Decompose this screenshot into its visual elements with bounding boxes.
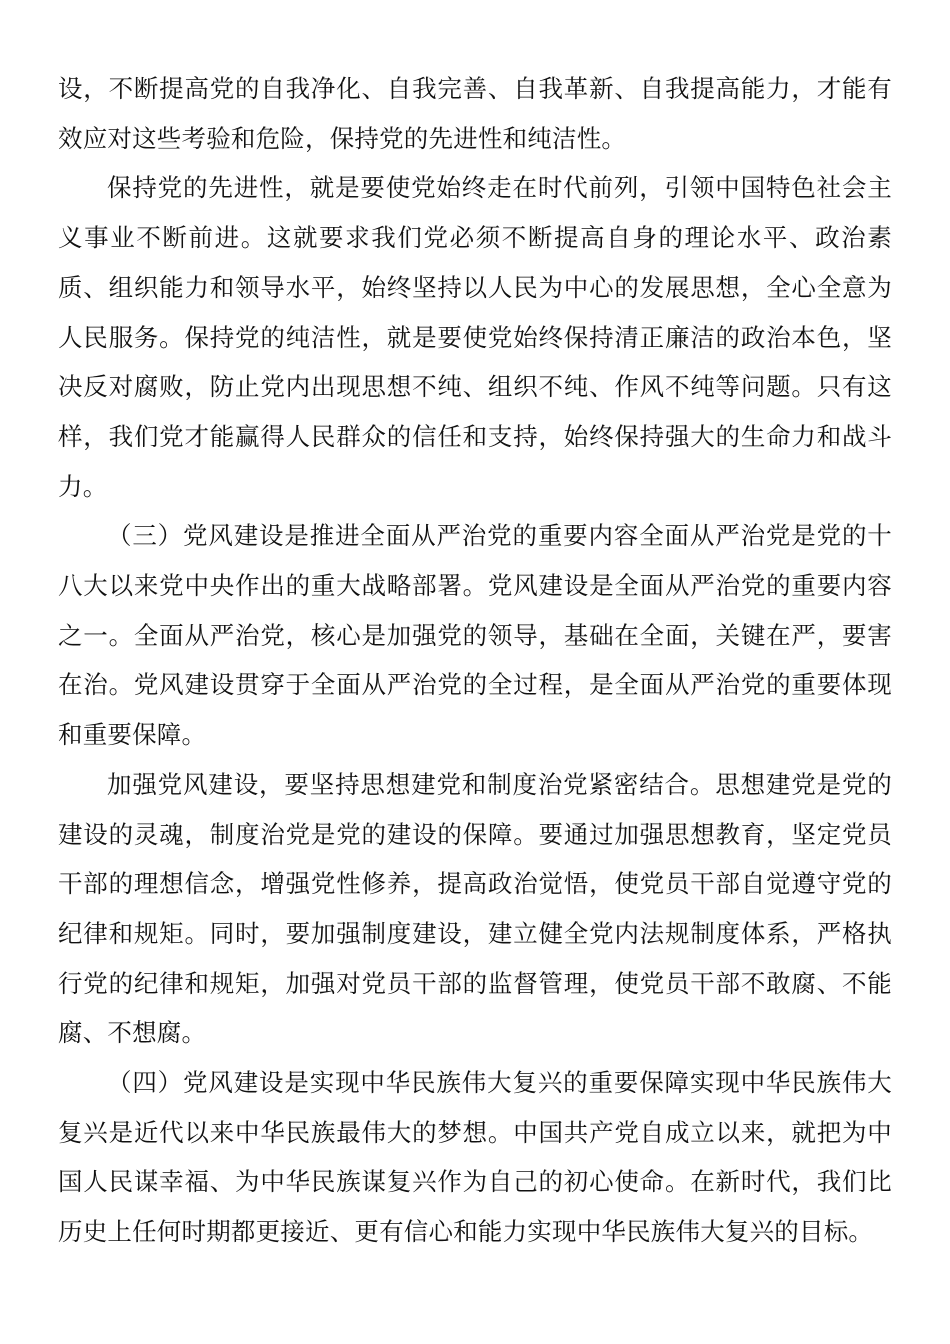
document-body bbox=[58, 64, 892, 1257]
paragraph-continuation: 设，不断提高党的自我净化、自我完善、自我革新、自我提高能力，才能有效应对这些考验和危险，保持党的先进性和纯洁性。 bbox=[58, 74, 892, 153]
paragraph-section-three: （三）党风建设是推进全面从严治党的重要内容全面从严治党是党的十八大以来党中央作出的重大战略部署。党风建设是全面从严治党的重要内容之一。全面从严治党，核心是加强党的领导，基础在全面，关键在严，要害在治。党风建设贯穿于全面从严治党的全过程，是全面从严治党的重要体现和重要保障。 bbox=[58, 521, 892, 750]
paragraph-ideology-institutions: 加强党风建设，要坚持思想建党和制度治党紧密结合。思想建党是党的建设的灵魂，制度治党是党的建设的保障。要通过加强思想教育，坚定党员干部的理想信念，增强党性修养，提高政治觉悟，使党员干部自觉遵守党的纪律和规矩。同时，要加强制度建设，建立健全党内法规制度体系，严格执行党的纪律和规矩，加强对党员干部的监督管理，使党员干部不敢腐、不能腐、不想腐。 bbox=[58, 769, 892, 1048]
paragraph-advancement-purity: 保持党的先进性，就是要使党始终走在时代前列，引领中国特色社会主义事业不断前进。这就要求我们党必须不断提高自身的理论水平、政治素质、组织能力和领导水平，始终坚持以人民为中心的发展思想，全心全意为人民服务。保持党的纯洁性，就是要使党始终保持清正廉洁的政治本色，坚决反对腐败，防止党内出现思想不纯、组织不纯、作风不纯等问题。只有这样，我们党才能赢得人民群众的信任和支持，始终保持强大的生命力和战斗力。 bbox=[58, 173, 892, 501]
paragraph-section-four: （四）党风建设是实现中华民族伟大复兴的重要保障实现中华民族伟大复兴是近代以来中华民族最伟大的梦想。中国共产党自成立以来，就把为中国人民谋幸福、为中华民族谋复兴作为自己的初心使命。在新时代，我们比历史上任何时期都更接近、更有信心和能力实现中华民族伟大复兴的目标。 bbox=[58, 1068, 892, 1247]
